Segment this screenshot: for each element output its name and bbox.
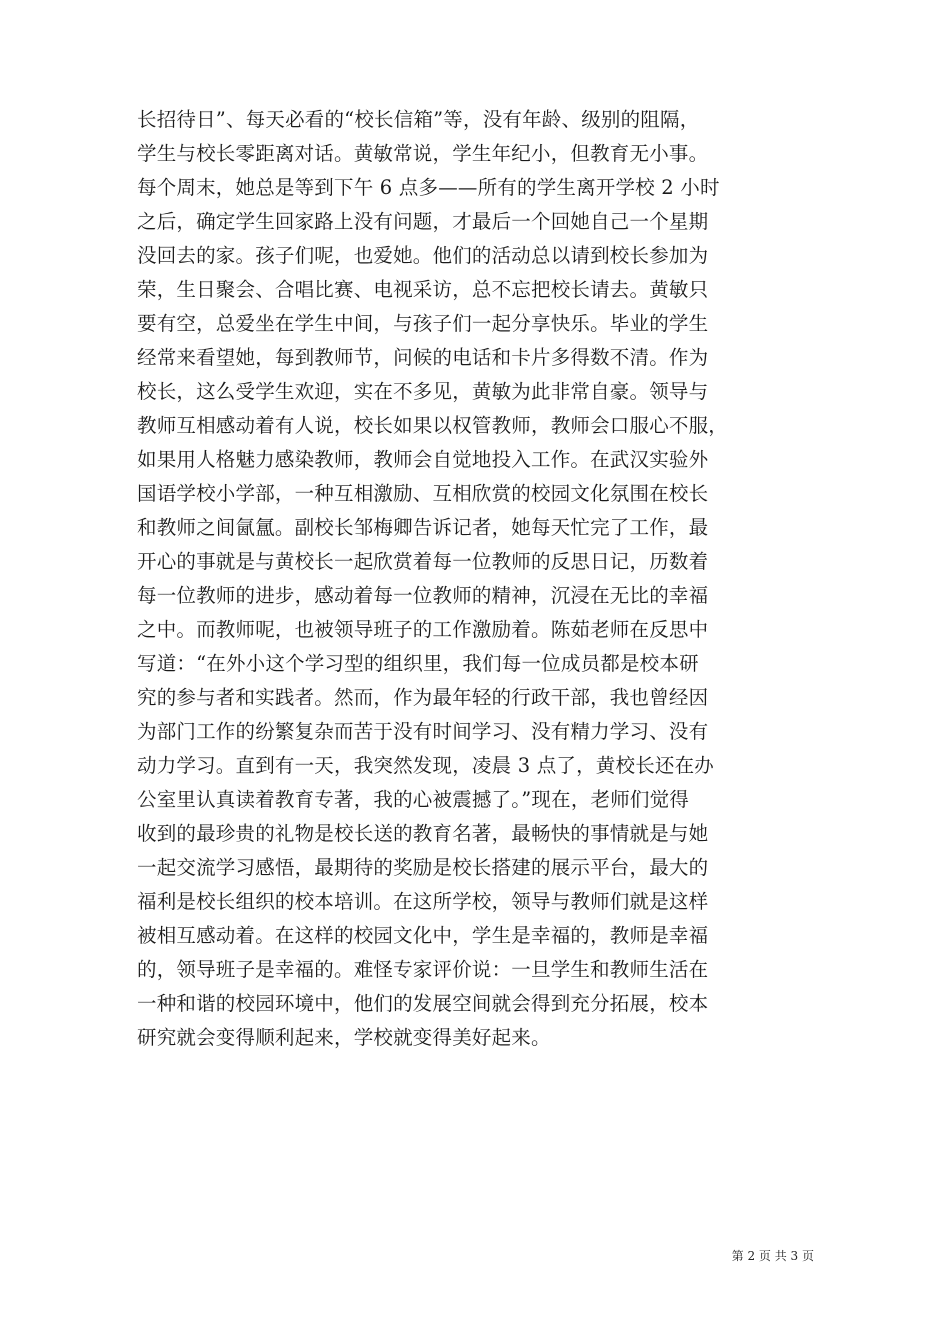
text-line: 没回去的家。孩子们呢，也爱她。他们的活动总以请到校长参加为 — [137, 244, 709, 267]
text-line: 经常来看望她，每到教师节，问候的电话和卡片多得数不清。作为 — [137, 346, 709, 369]
text-line: 国语学校小学部，一种互相激励、互相欣赏的校园文化氛围在校长 — [137, 482, 709, 505]
text-line: 荣，生日聚会、合唱比赛、电视采访，总不忘把校长请去。黄敏只 — [137, 278, 709, 301]
text-line: 校长，这么受学生欢迎，实在不多见，黄敏为此非常自豪。领导与 — [137, 380, 709, 403]
text-line: 每一位教师的进步，感动着每一位教师的精神，沉浸在无比的幸福 — [137, 584, 709, 607]
text-line: 要有空，总爱坐在学生中间，与孩子们一起分享快乐。毕业的学生 — [137, 312, 709, 335]
text-line: 究的参与者和实践者。然而，作为最年轻的行政干部，我也曾经因 — [137, 686, 709, 709]
text-line: 公室里认真读着教育专著，我的心被震撼了。”现在，老师们觉得 — [137, 788, 690, 811]
text-line: 之中。而教师呢，也被领导班子的工作激励着。陈茹老师在反思中 — [137, 618, 709, 641]
text-line: 之后，确定学生回家路上没有问题，才最后一个回她自己一个星期 — [137, 210, 709, 233]
text-line: 开心的事就是与黄校长一起欣赏着每一位教师的反思日记，历数着 — [137, 550, 709, 573]
text-line: 长招待日”、每天必看的“校长信箱”等，没有年龄、级别的阻隔， — [137, 108, 700, 131]
text-line: 写道：“在外小这个学习型的组织里，我们每一位成员都是校本研 — [137, 652, 699, 675]
text-line: 学生与校长零距离对话。黄敏常说，学生年纪小，但教育无小事。 — [137, 142, 709, 165]
text-line: 每个周末，她总是等到下午 6 点多——所有的学生离开学校 2 小时 — [137, 176, 720, 199]
text-line: 为部门工作的纷繁复杂而苦于没有时间学习、没有精力学习、没有 — [137, 720, 709, 743]
text-line: 动力学习。直到有一天，我突然发现，凌晨 3 点了，黄校长还在办 — [137, 754, 715, 777]
article-body — [137, 103, 837, 1055]
text-line: 收到的最珍贵的礼物是校长送的教育名著，最畅快的事情就是与她 — [137, 822, 709, 845]
text-line: 福利是校长组织的校本培训。在这所学校，领导与教师们就是这样 — [137, 890, 709, 913]
text-line: 如果用人格魅力感染教师，教师会自觉地投入工作。在武汉实验外 — [137, 448, 709, 471]
text-line: 和教师之间氤氲。副校长邹梅卿告诉记者，她每天忙完了工作，最 — [137, 516, 709, 539]
text-line: 教师互相感动着有人说，校长如果以权管教师，教师会口服心不服， — [137, 414, 729, 437]
page-number-footer: 第 2 页 共 3 页 — [731, 1249, 814, 1263]
text-line: 被相互感动着。在这样的校园文化中，学生是幸福的，教师是幸福 — [137, 924, 709, 947]
text-line: 一起交流学习感悟，最期待的奖励是校长搭建的展示平台，最大的 — [137, 856, 709, 879]
text-line: 研究就会变得顺利起来，学校就变得美好起来。 — [137, 1026, 551, 1049]
text-line: 的，领导班子是幸福的。难怪专家评价说：一旦学生和教师生活在 — [137, 958, 709, 981]
text-line: 一种和谐的校园环境中，他们的发展空间就会得到充分拓展，校本 — [137, 992, 709, 1015]
